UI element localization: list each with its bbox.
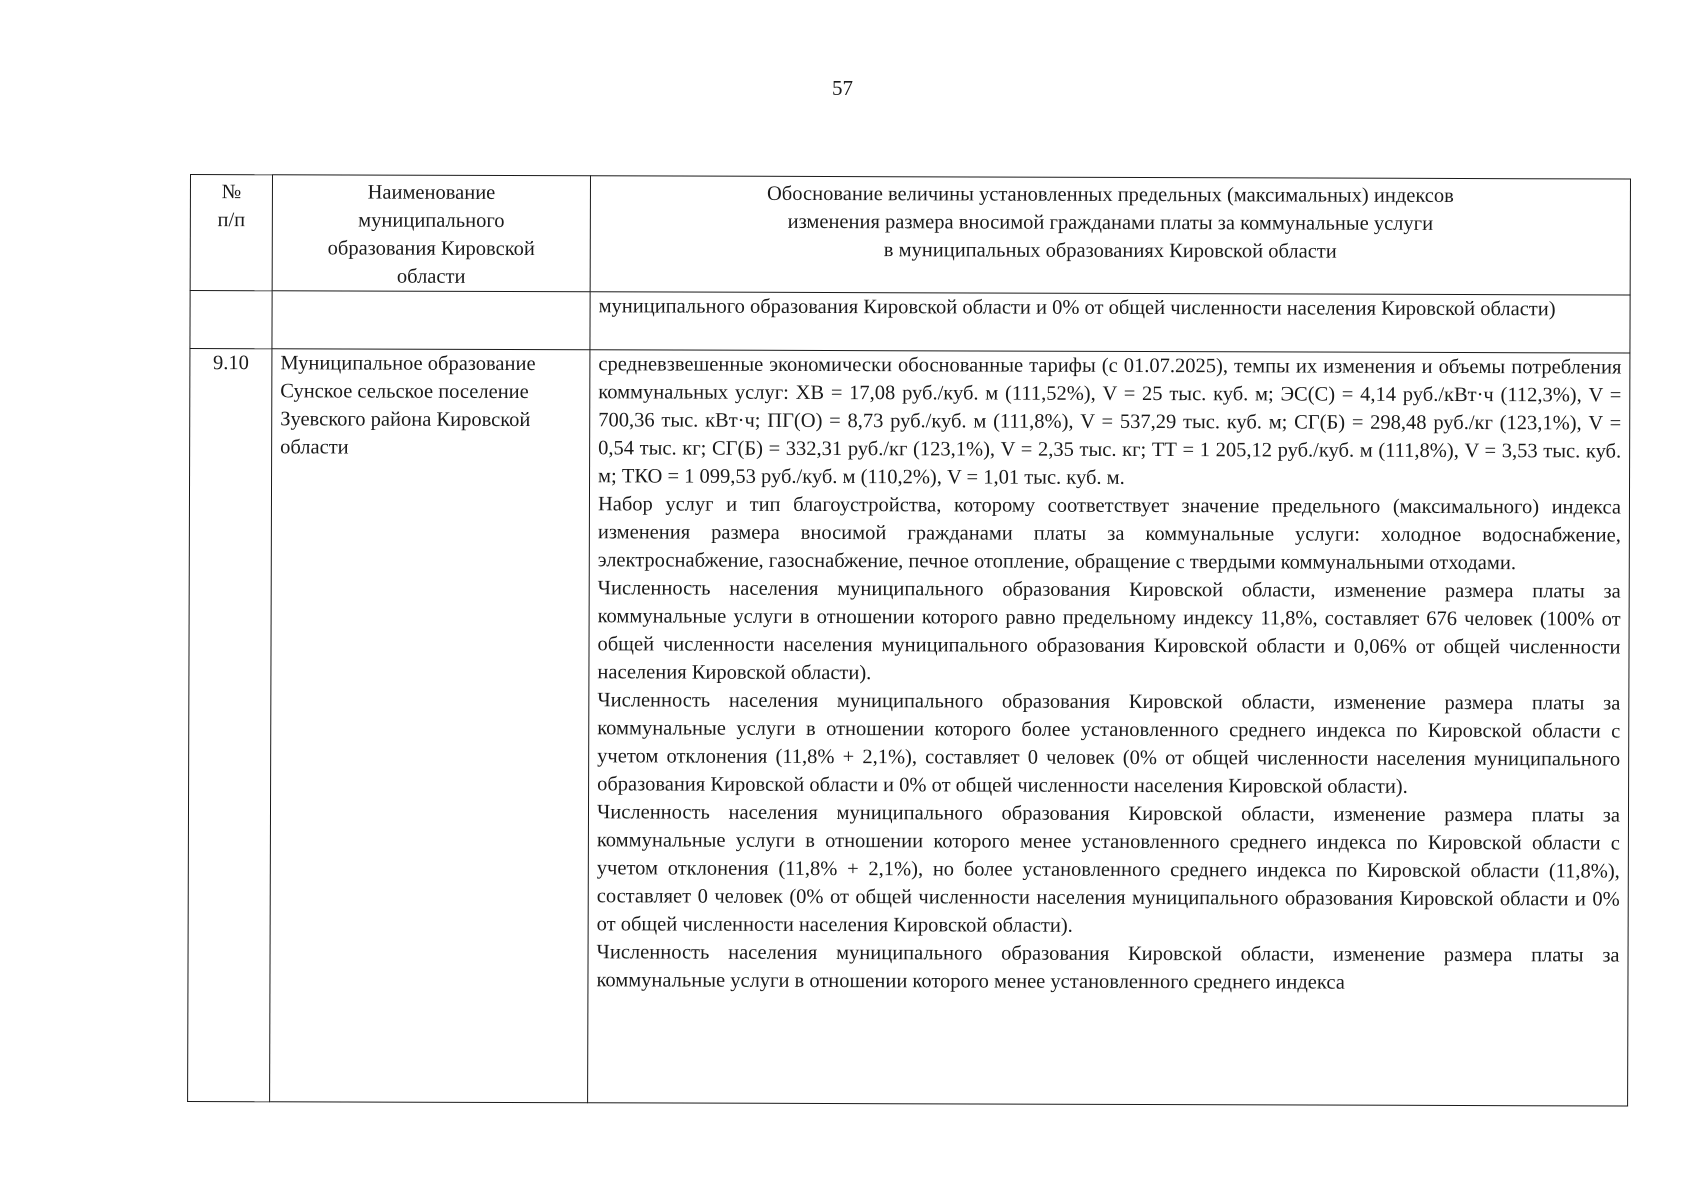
- header-justification: [590, 176, 1630, 295]
- header-municipality-line: образования Кировской: [327, 237, 535, 261]
- header-justification-line: Обоснование величины установленных предельных (максимальных) индексов: [766, 182, 1454, 207]
- header-number: [190, 175, 272, 291]
- justification-paragraph: Численность населения муниципального образования Кировской области, изменение размера платы за коммунальные услуги в отношении которого менее установленного среднего индекса по Кировской области с учетом отклонения (11,8% + 2,1%), но более установленного среднего индекса по Кировской области (11,8%), составляет 0 человек (0% от общей численности населения муниципального образования Кировской области и 0% от общей численности населения Кировской области).: [596, 801, 1621, 937]
- header-municipality-line: муниципального: [358, 209, 505, 232]
- table-row: [188, 349, 1630, 1107]
- cell-number: 9.10: [188, 349, 272, 1102]
- header-number-line: №: [221, 181, 242, 204]
- justification-paragraph: Численность населения муниципального образования Кировской области, изменение размера платы за коммунальные услуги в отношении которого более установленного среднего индекса по Кировской области с учетом отклонения (11,8% + 2,1%), составляет 0 человек (0% от общей численности населения муниципального образования Кировской области и 0% от общей численности населения Кировской области).: [597, 689, 1621, 798]
- cell-justification: [588, 350, 1630, 1106]
- header-municipality-line: области: [396, 265, 466, 288]
- header-municipality-line: Наименование: [367, 181, 496, 204]
- justification-paragraph: средневзвешенные экономически обоснованные тарифы (с 01.07.2025), темпы их изменения и объемы потребления коммунальных услуг: ХВ = 17,08 руб./куб. м (111,52%), V = 25 тыс. куб. м; ЭС(С) = 4,14 руб./кВт·ч (112,3%), V = 700,36 тыс. кВт·ч; ПГ(О) = 8,73 руб./куб. м (111,8%), V = 537,29 тыс. куб. м; СГ(Б) = 298,48 руб./кг (123,1%), V = 0,54 тыс. кг; СГ(Б) = 332,31 руб./кг (123,1%), V = 2,35 тыс. кг; ТТ = 1 205,12 руб./куб. м (111,8%), V = 3,53 тыс. куб. м; ТКО = 1 099,53 руб./куб. м (110,2%), V = 1,01 тыс. куб. м.: [598, 353, 1622, 489]
- municipality-name: Муниципальное образование Сунское сельское поселение Зуевского района Кировской области: [280, 352, 536, 459]
- cell-number: [190, 291, 272, 349]
- tariff-justification-table: [187, 174, 1631, 1107]
- table-header-row: [190, 175, 1630, 296]
- cell-municipality: [270, 349, 590, 1103]
- cell-municipality: [272, 291, 590, 350]
- justification-paragraph: Численность населения муниципального образования Кировской области, изменение размера платы за коммунальные услуги в отношении которого равно предельному индексу 11,8%, составляет 676 человек (100% от общей численности населения муниципального образования Кировской области и 0,06% от общей численности населения Кировской области).: [597, 577, 1621, 685]
- cell-justification: [590, 292, 1630, 353]
- header-justification-line: в муниципальных образованиях Кировской области: [883, 239, 1337, 263]
- page-number: 57: [832, 76, 853, 100]
- justification-paragraph: Набор услуг и тип благоустройства, которому соответствует значение предельного (максимального) индекса изменения размера вносимой гражданами платы за коммунальные услуги: холодное водоснабжение, электроснабжение, газоснабжение, печное отопление, обращение с твердыми коммунальными отходами.: [597, 493, 1621, 575]
- header-number-line: п/п: [217, 209, 246, 232]
- table-row: [190, 291, 1630, 354]
- justification-paragraph: Численность населения муниципального образования Кировской области, изменение размера платы за коммунальные услуги в отношении которого менее установленного среднего индекса: [596, 941, 1620, 994]
- header-justification-line: изменения размера вносимой гражданами платы за коммунальные услуги: [787, 210, 1434, 235]
- justification-paragraph: муниципального образования Кировской области и 0% от общей численности населения Кировской области): [598, 295, 1556, 321]
- header-municipality: [272, 175, 590, 292]
